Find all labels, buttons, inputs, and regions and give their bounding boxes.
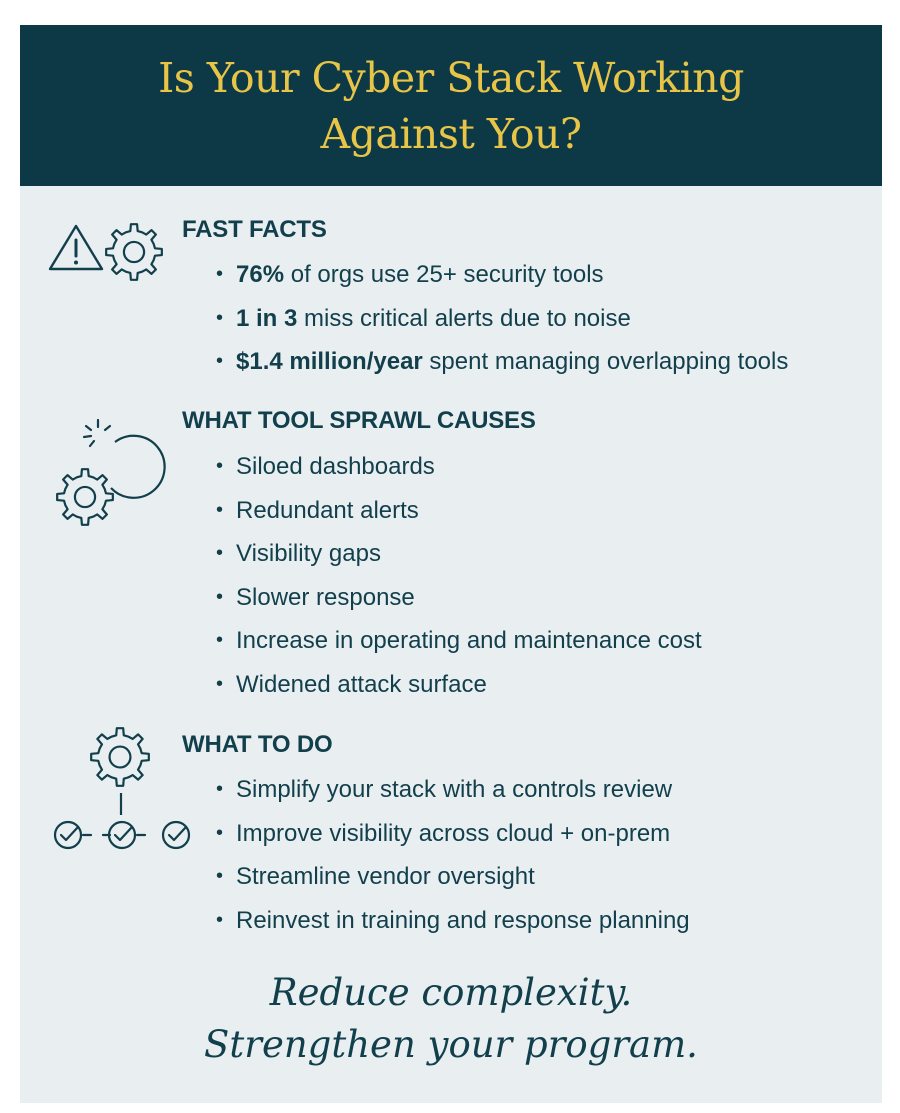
list-item: • Redundant alerts [216,489,702,533]
list-item: • $1.4 million/year spent managing overlapping tools [216,340,788,384]
title-line-2: Against You? [320,109,582,158]
list-item: • Visibility gaps [216,532,702,576]
list-item: • Improve visibility across cloud + on-prem [216,812,690,856]
list-item: • Siloed dashboards [216,445,702,489]
list-item: • Slower response [216,576,702,620]
gear-icon [88,725,152,789]
fast-facts-list [216,253,788,384]
tagline-line-2: Strengthen your program. [204,1023,698,1066]
list-item: • Increase in operating and maintenance cost [216,619,702,663]
gear-icon [54,466,116,528]
infographic-card [20,25,882,1103]
header-banner [20,25,882,186]
connector-line [119,793,123,815]
list-item: • Widened attack surface [216,663,702,707]
list-item: • 76% of orgs use 25+ security tools [216,253,788,297]
sprawl-list [216,445,702,706]
list-item: • Simplify your stack with a controls review [216,768,690,812]
gear-icon [103,221,165,283]
warning-triangle-icon [46,223,106,273]
fast-facts-heading: FAST FACTS [182,216,327,243]
list-item: • Reinvest in training and response planning [216,899,690,943]
todo-heading: WHAT TO DO [182,731,333,758]
sprawl-heading: WHAT TOOL SPRAWL CAUSES [182,407,536,434]
checkmark-circle-icon [50,817,196,853]
list-item: • Streamline vendor oversight [216,855,690,899]
tagline-line-1: Reduce complexity. [269,971,633,1014]
title-line-1: Is Your Cyber Stack Working [158,53,744,102]
todo-list [216,768,690,942]
list-item: • 1 in 3 miss critical alerts due to noise [216,297,788,341]
